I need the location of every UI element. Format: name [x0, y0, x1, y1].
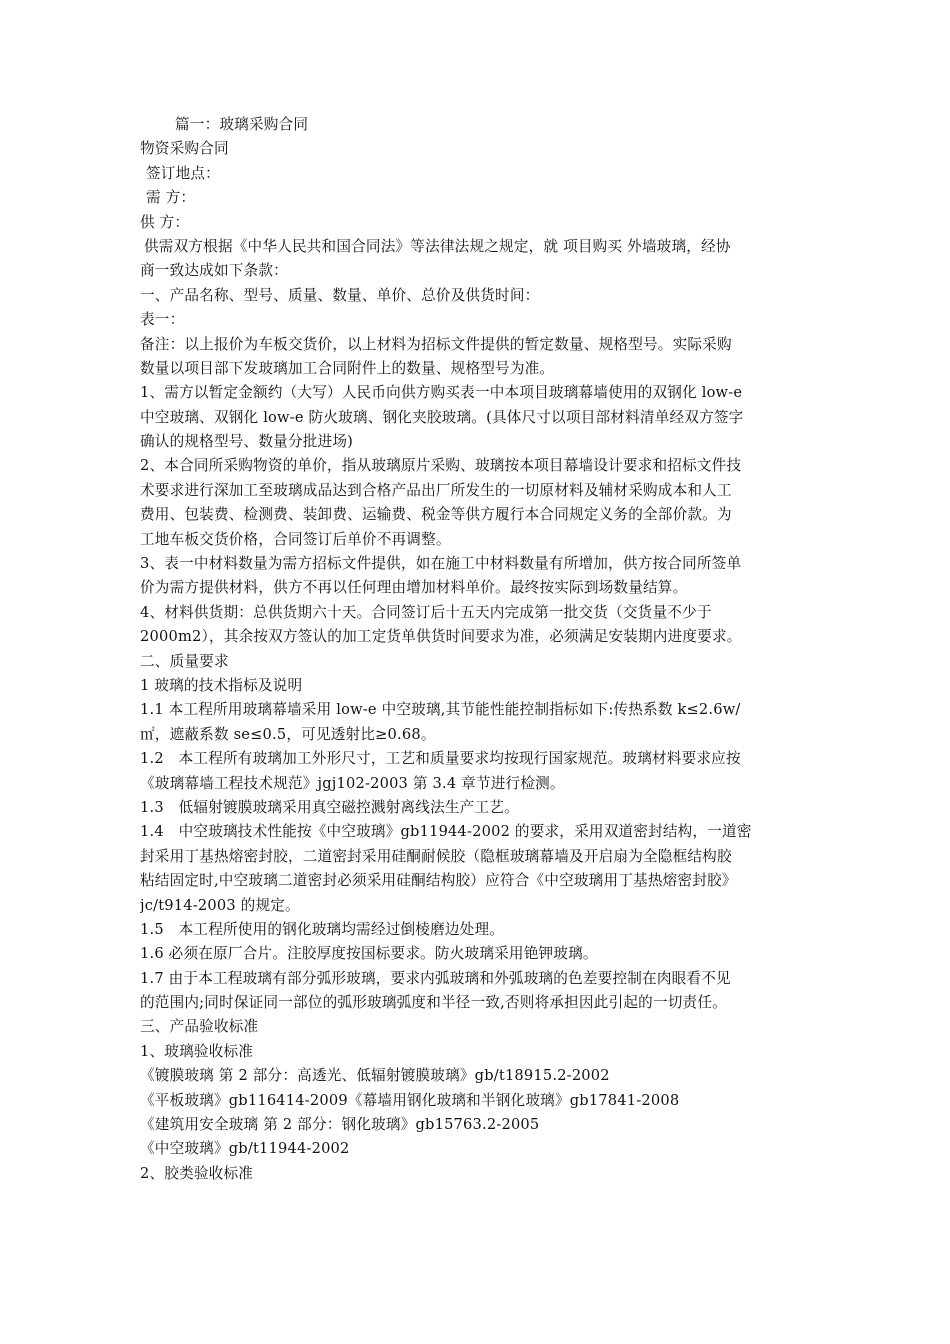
paragraph-line: ㎡，遮蔽系数 se≤0.5，可见透射比≥0.68。 — [140, 725, 436, 743]
paragraph-line: 中空玻璃、双钢化 low-e 防火玻璃、钢化夹胶玻璃。(具体尺寸以项目部材料清单经双方签字 — [140, 408, 744, 426]
paragraph-line: 商一致达成如下条款： — [140, 262, 288, 280]
paragraph-line: 工地车板交货价格，合同签订后单价不再调整。 — [140, 530, 451, 548]
subsection-heading: 1、玻璃验收标准 — [140, 1042, 254, 1060]
paragraph-line: jc/t914-2003 的规定。 — [140, 896, 300, 914]
paragraph-line: 1.6 必须在原厂合片。注胶厚度按国标要求。防火玻璃采用铯钾玻璃。 — [140, 945, 598, 963]
table-label: 表一： — [140, 311, 185, 329]
subsection-heading: 2、胶类验收标准 — [140, 1164, 254, 1182]
paragraph-line: 粘结固定时,中空玻璃二道密封必须采用硅酮结构胶）应符合《中空玻璃用丁基热熔密封胶》 — [140, 872, 737, 890]
paragraph-line: 备注：以上报价为车板交货价，以上材料为招标文件提供的暂定数量、规格型号。实际采购 — [140, 335, 732, 353]
paragraph-line: 术要求进行深加工至玻璃成品达到合格产品出厂所发生的一切原材料及辅材采购成本和人工 — [140, 481, 732, 499]
paragraph-line: 1、需方以暂定金额约（大写）人民币向供方购买表一中本项目玻璃幕墙使用的双钢化 low-e — [140, 384, 743, 402]
doc-title: 篇一：玻璃采购合同 — [175, 116, 309, 133]
paragraph-line: 3、表一中材料数量为需方招标文件提供，如在施工中材料数量有所增加，供方按合同所签单 — [140, 555, 742, 573]
paragraph-line: 1.5 本工程所使用的钢化玻璃均需经过倒棱磨边处理。 — [140, 920, 505, 938]
paragraph-line: 4、材料供货期：总供货期六十天。合同签订后十五天内完成第一批交货（交货量不少于 — [140, 603, 712, 621]
standard-line: 《镀膜玻璃 第 2 部分：高透光、低辐射镀膜玻璃》gb/t18915.2-2002 — [140, 1067, 610, 1085]
paragraph-line: 2、本合同所采购物资的单价，指从玻璃原片采购、玻璃按本项目幕墙设计要求和招标文件技 — [140, 457, 742, 475]
supplier-line: 供 方： — [140, 213, 190, 231]
section-heading: 三、产品验收标准 — [140, 1018, 259, 1036]
standard-line: 《建筑用安全玻璃 第 2 部分：钢化玻璃》gb15763.2-2005 — [140, 1116, 540, 1134]
paragraph-line: 1.1 本工程所用玻璃幕墙采用 low-e 中空玻璃,其节能性能控制指标如下:传热系数 k≤2.6w/ — [140, 701, 741, 719]
paragraph-line: 数量以项目部下发玻璃加工合同附件上的数量、规格型号为准。 — [140, 359, 555, 377]
paragraph-line: 确认的规格型号、数量分批进场) — [140, 433, 354, 451]
standard-line: 《平板玻璃》gb116414-2009《幕墙用钢化玻璃和半钢化玻璃》gb17841-2008 — [140, 1091, 680, 1109]
buyer-line: 需 方： — [146, 189, 196, 207]
paragraph-line: 2000m2），其余按双方签认的加工定货单供货时间要求为准，必须满足安装期内进度要求。 — [140, 628, 742, 646]
paragraph-line: 封采用丁基热熔密封胶，二道密封采用硅酮耐候胶（隐框玻璃幕墙及开启扇为全隐框结构胶 — [140, 847, 732, 865]
section-heading: 二、质量要求 — [140, 652, 229, 670]
standard-line: 《中空玻璃》gb/t11944-2002 — [140, 1140, 350, 1158]
paragraph-line: 1.3 低辐射镀膜玻璃采用真空磁控溅射离线法生产工艺。 — [140, 798, 519, 816]
paragraph-line: 1.4 中空玻璃技术性能按《中空玻璃》gb11944-2002 的要求，采用双道密封结构，一道密 — [140, 823, 752, 841]
paragraph-line: 供需双方根据《中华人民共和国合同法》等法律法规之规定，就 项目购买 外墙玻璃，经协 — [144, 237, 731, 255]
paragraph-line: 费用、包装费、检测费、装卸费、运输费、税金等供方履行本合同规定义务的全部价款。为 — [140, 506, 732, 524]
subsection-heading: 1 玻璃的技术指标及说明 — [140, 676, 303, 694]
document-page — [140, 113, 820, 1186]
paragraph-line: 价为需方提供材料，供方不再以任何理由增加材料单价。最终按实际到场数量结算。 — [140, 579, 688, 597]
signing-place-line: 签订地点： — [146, 164, 220, 182]
contract-heading: 物资采购合同 — [140, 140, 229, 158]
paragraph-line: 《玻璃幕墙工程技术规范》jgj102-2003 第 3.4 章节进行检测。 — [140, 774, 565, 792]
paragraph-line: 的范围内;同时保证同一部位的弧形玻璃弧度和半径一致,否则将承担因此引起的一切责任。 — [140, 994, 727, 1012]
section-heading: 一、产品名称、型号、质量、数量、单价、总价及供货时间： — [140, 286, 540, 304]
paragraph-line: 1.7 由于本工程玻璃有部分弧形玻璃，要求内弧玻璃和外弧玻璃的色差要控制在肉眼看不见 — [140, 969, 731, 987]
paragraph-line: 1.2 本工程所有玻璃加工外形尺寸，工艺和质量要求均按现行国家规范。玻璃材料要求应按 — [140, 750, 741, 768]
